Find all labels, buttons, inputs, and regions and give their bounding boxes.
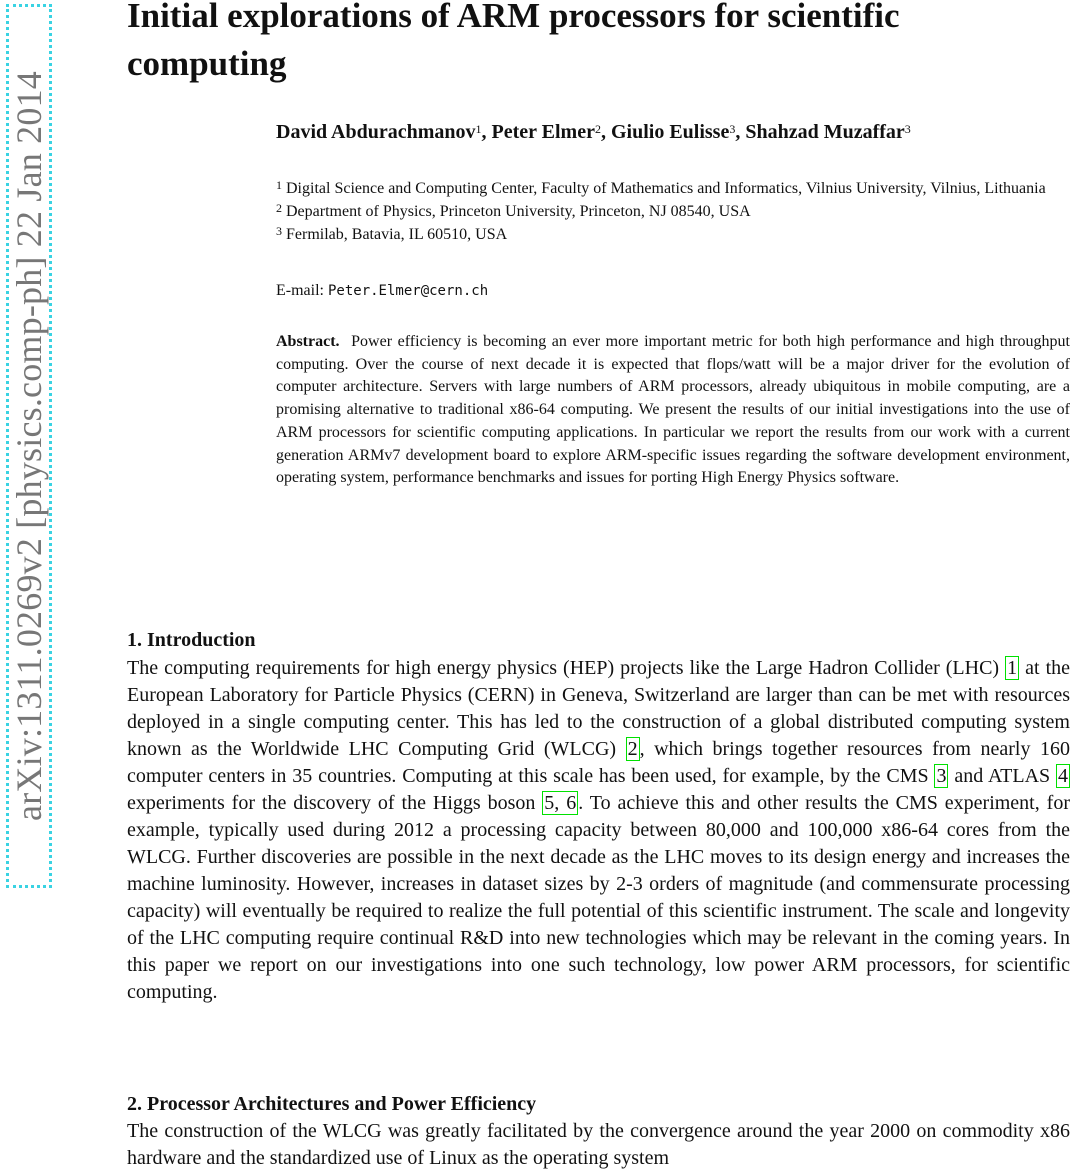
- contact-email: [276, 280, 488, 302]
- affiliation: $^3$ Fermilab, Batavia, IL 60510, USA: [276, 224, 508, 243]
- arxiv-stamp: [6, 4, 52, 888]
- section-heading-processor-architectures: 2. Processor Architectures and Power Efficiency: [127, 1093, 537, 1115]
- affiliation: $^1$ Digital Science and Computing Center, Faculty of Mathematics and Informatics, Vilnius University, Vilnius, Lithuania: [276, 178, 1046, 197]
- citation-link[interactable]: 4: [1058, 765, 1069, 787]
- author: Peter Elmer$^2$,: [491, 121, 611, 143]
- paper-title: Initial explorations of ARM processors for scientific computing: [127, 0, 900, 83]
- section-body-introduction: The computing requirements for high energy physics (HEP) projects like the Large Hadron Collider (LHC) 1 at the European Laboratory for Particle Physics (CERN) in Geneva, Switzerland are larger than can be met with resources deployed in a single computing center. This has led to the construction of a global distributed computing system known as the Worldwide LHC Computing Grid (WLCG) 2 , which brings together resources from nearly 160 computer centers in 35 countries. Computing at this scale has been used, for example, by the CMS 3 and ATLAS 4 experiments for the discovery of the Higgs boson 5, 6 . To achieve this and other results the CMS experiment, for example, typically used during 2012 a processing capacity between 80,000 and 100,000 x86-64 cores from the WLCG. Further discoveries are possible in the next decade as the LHC moves to its design energy and increases the machine luminosity. However, increases in dataset sizes by 2-3 orders of magnitude (and commensurate processing capacity) will eventually be required to realize the full potential of this scientific instrument. The scale and longevity of the LHC computing require continual R&D into new technologies which may be relevant in the coming years. In this paper we report on our investigations into one such technology, low power ARM processors, for scientific computing.: [127, 657, 1070, 1003]
- abstract: [276, 331, 1070, 490]
- email-address[interactable]: Peter.Elmer@cern.ch: [327, 283, 489, 299]
- email-label: E-mail:: [276, 282, 324, 299]
- citation-link[interactable]: 5, 6: [544, 792, 577, 814]
- abstract-text: Power efficiency is becoming an ever more important metric for both high performance and high throughput computing. Over the course of next decade it is expected that flops/watt will be a major driver for the evolution of computer architecture. Servers with large numbers of ARM processors, already ubiquitous in mobile computing, are a promising alternative to traditional x86-64 computing. We present the results of our initial investigations into the use of ARM processors for scientific computing applications. In particular we report the results from our work with a current generation ARMv7 development board to explore ARM-specific issues regarding the software development environment, operating system, performance benchmarks and issues for porting High Energy Physics software.: [276, 333, 1071, 487]
- author: Shahzad Muzaffar$^3$: [745, 121, 911, 143]
- author-list: [276, 118, 1036, 146]
- author: Giulio Eulisse$^3$,: [610, 121, 746, 143]
- affiliation: $^2$ Department of Physics, Princeton University, Princeton, NJ 08540, USA: [276, 201, 751, 220]
- section-heading-introduction: 1. Introduction: [127, 629, 256, 651]
- section-body-processor-architectures: The construction of the WLCG was greatly facilitated by the convergence around the year 2000 on commodity x86 hardware and the standardized use of Linux as the operating system: [127, 1120, 1070, 1169]
- arxiv-identifier: arXiv:1311.0269v2 [physics.comp-ph] 22 Jan 2014: [9, 71, 49, 821]
- author: David Abdurachmanov$^1$,: [276, 121, 492, 143]
- abstract-label: Abstract.: [276, 333, 340, 350]
- citation-link[interactable]: 2: [627, 738, 638, 760]
- citation-link[interactable]: 1: [1007, 657, 1018, 679]
- affiliation-list: [276, 177, 1066, 246]
- citation-link[interactable]: 3: [936, 765, 947, 787]
